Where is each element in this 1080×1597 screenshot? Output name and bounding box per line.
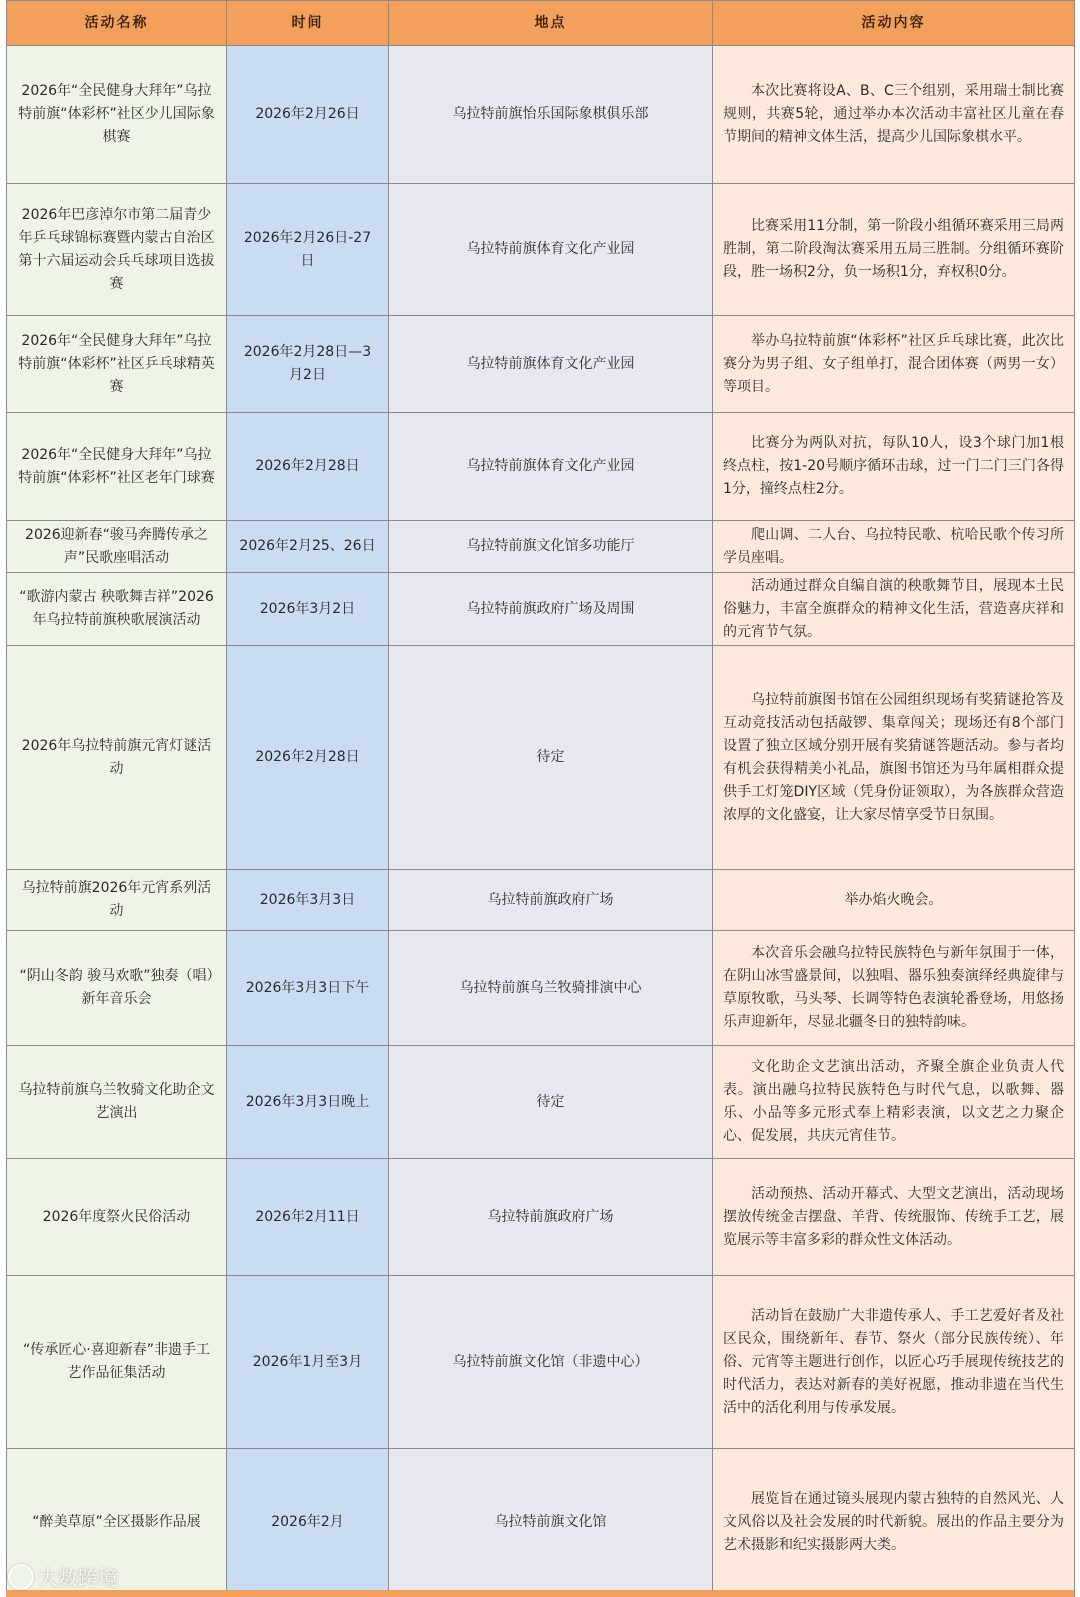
event-content-text: 活动旨在鼓励广大非遗传承人、手工艺爱好者及社区民众，围绕新年、春节、祭火（部分民族传统）、年俗、元宵等主题进行创作，以匠心巧手展现传统技艺的时代活力，表达对新春的美好祝愿，推动非遗在当代生活中的活化利用与传承发展。 [723, 1307, 1064, 1416]
table-row [7, 521, 1075, 573]
bottom-header-strip [6, 1590, 1074, 1597]
event-name: 2026年度祭火民俗活动 [7, 1159, 227, 1276]
event-content [713, 870, 1075, 931]
table-row [7, 646, 1075, 870]
event-content-text: 活动通过群众自编自演的秧歌舞节目，展现本土民俗魅力，丰富全旗群众的精神文化生活，营造喜庆祥和的元宵节气氛。 [723, 577, 1064, 640]
table-header-row [7, 1, 1075, 46]
event-content-text: 比赛分为两队对抗，每队10人，设3个球门加1根终点柱，按1-20号顺序循环击球，过一门二门三门各得1分，撞终点柱2分。 [723, 435, 1064, 497]
event-place: 乌拉特前旗文化馆多功能厅 [389, 521, 713, 573]
event-place: 乌拉特前旗乌兰牧骑排演中心 [389, 931, 713, 1046]
event-name: “传承匠心·喜迎新春”非遗手工艺作品征集活动 [7, 1276, 227, 1449]
event-content-text: 比赛采用11分制，第一阶段小组循环赛采用三局两胜制，第二阶段淘汰赛采用五局三胜制。分组循环赛阶段，胜一场积2分，负一场积1分，弃权积0分。 [723, 218, 1064, 280]
event-content [713, 413, 1075, 521]
event-content [713, 573, 1075, 646]
table-row [7, 573, 1075, 646]
table-row [7, 316, 1075, 413]
event-time: 2026年2月25、26日 [227, 521, 389, 573]
event-content-text: 举办焰火晚会。 [844, 891, 943, 908]
event-content-text: 爬山调、二人台、乌拉特民歌、杭哈民歌个传习所学员座唱。 [723, 526, 1064, 566]
event-name: 2026年“全民健身大拜年”乌拉特前旗“体彩杯”社区老年门球赛 [7, 413, 227, 521]
event-name: 2026年乌拉特前旗元宵灯谜活动 [7, 646, 227, 870]
event-time: 2026年2月28日 [227, 413, 389, 521]
event-time: 2026年2月28日 [227, 646, 389, 870]
event-content-text: 活动预热、活动开幕式、大型文艺演出，活动现场摆放传统金吉摆盘、羊背、传统服饰、传统手工艺，展览展示等丰富多彩的群众性文体活动。 [723, 1185, 1064, 1248]
table-row [7, 1276, 1075, 1449]
header-time: 时间 [227, 1, 389, 46]
event-content [713, 184, 1075, 316]
event-time: 2026年2月26日 [227, 46, 389, 184]
event-name: “醉美草原”全区摄影作品展 [7, 1449, 227, 1597]
event-content-text: 举办乌拉特前旗“体彩杯”社区乒乓球比赛，此次比赛分为男子组、女子组单打，混合团体赛（两男一女）等项目。 [723, 332, 1064, 395]
table-row [7, 1159, 1075, 1276]
event-content-text: 乌拉特前旗图书馆在公园组织现场有奖猜谜抢答及互动竞技活动包括敲锣、集章闯关；现场还有8个部门设置了独立区域分别开展有奖猜谜答题活动。参与者均有机会获得精美小礼品，旗图书馆还为马年属相群众提供手工灯笼DIY区域（凭身份证领取），为各族群众营造浓厚的文化盛宴，让大家尽情享受节日氛围。 [723, 691, 1064, 823]
event-time: 2026年1月至3月 [227, 1276, 389, 1449]
header-place: 地点 [389, 1, 713, 46]
table-row [7, 931, 1075, 1046]
header-name: 活动名称 [7, 1, 227, 46]
event-place: 待定 [389, 1046, 713, 1159]
event-time: 2026年2月26日-27日 [227, 184, 389, 316]
event-place: 乌拉特前旗怡乐国际象棋俱乐部 [389, 46, 713, 184]
table-row [7, 46, 1075, 184]
event-content [713, 1046, 1075, 1159]
watermark-logo-icon [8, 1564, 34, 1590]
event-name: 乌拉特前旗2026年元宵系列活动 [7, 870, 227, 931]
event-place: 乌拉特前旗政府广场 [389, 1159, 713, 1276]
event-time: 2026年2月11日 [227, 1159, 389, 1276]
event-time: 2026年2月28日—3月2日 [227, 316, 389, 413]
event-content [713, 646, 1075, 870]
event-name: 2026年“全民健身大拜年”乌拉特前旗“体彩杯”社区乒乓球精英赛 [7, 316, 227, 413]
event-name: 乌拉特前旗乌兰牧骑文化助企文艺演出 [7, 1046, 227, 1159]
event-content-text: 展览旨在通过镜头展现内蒙古独特的自然风光、人文风俗以及社会发展的时代新貌。展出的作品主要分为艺术摄影和纪实摄影两大类。 [723, 1491, 1064, 1553]
event-content [713, 521, 1075, 573]
event-content-text: 本次比赛将设A、B、C三个组别，采用瑞士制比赛规则，共赛5轮，通过举办本次活动丰富社区儿童在春节期间的精神文体生活，提高少儿国际象棋水平。 [723, 83, 1064, 145]
header-content: 活动内容 [713, 1, 1075, 46]
event-time: 2026年3月2日 [227, 573, 389, 646]
event-content-text: 本次音乐会融乌拉特民族特色与新年氛围于一体，在阴山冰雪盛景间，以独唱、器乐独奏演绎经典旋律与草原牧歌，马头琴、长调等特色表演轮番登场，用悠扬乐声迎新年，尽显北疆冬日的独特韵味。 [723, 945, 1064, 1030]
event-name: 2026年巴彦淖尔市第二届青少年乒乓球锦标赛暨内蒙古自治区第十六届运动会兵乓球项目选拔赛 [7, 184, 227, 316]
event-place: 乌拉特前旗政府广场 [389, 870, 713, 931]
event-name: “歌游内蒙古 秧歌舞吉祥”2026年乌拉特前旗秧歌展演活动 [7, 573, 227, 646]
event-content [713, 931, 1075, 1046]
table-row [7, 870, 1075, 931]
event-name: 2026年“全民健身大拜年”乌拉特前旗“体彩杯”社区少儿国际象棋赛 [7, 46, 227, 184]
event-time: 2026年2月 [227, 1449, 389, 1597]
event-content [713, 1159, 1075, 1276]
event-place: 乌拉特前旗体育文化产业园 [389, 413, 713, 521]
event-place: 乌拉特前旗文化馆 [389, 1449, 713, 1597]
table-row [7, 413, 1075, 521]
event-content [713, 1449, 1075, 1597]
table-row [7, 184, 1075, 316]
event-place: 乌拉特前旗政府广场及周围 [389, 573, 713, 646]
event-content-text: 文化助企文艺演出活动，齐聚全旗企业负责人代表。演出融乌拉特民族特色与时代气息，以歌舞、器乐、小品等多元形式奉上精彩表演，以文艺之力聚企心、促发展，共庆元宵佳节。 [723, 1059, 1064, 1144]
event-place: 待定 [389, 646, 713, 870]
watermark-text: 大数跨境 [38, 1566, 118, 1590]
event-content [713, 316, 1075, 413]
event-time: 2026年3月3日下午 [227, 931, 389, 1046]
event-time: 2026年3月3日晚上 [227, 1046, 389, 1159]
table-row [7, 1046, 1075, 1159]
event-place: 乌拉特前旗文化馆（非遗中心） [389, 1276, 713, 1449]
event-name: 2026迎新春“骏马奔腾传承之声”民歌座唱活动 [7, 521, 227, 573]
event-name: “阴山冬韵 骏马欢歌”独奏（唱）新年音乐会 [7, 931, 227, 1046]
watermark [8, 1562, 118, 1591]
events-table [6, 0, 1075, 1597]
event-place: 乌拉特前旗体育文化产业园 [389, 316, 713, 413]
table-row [7, 1449, 1075, 1597]
event-place: 乌拉特前旗体育文化产业园 [389, 184, 713, 316]
event-content [713, 46, 1075, 184]
event-content [713, 1276, 1075, 1449]
event-time: 2026年3月3日 [227, 870, 389, 931]
